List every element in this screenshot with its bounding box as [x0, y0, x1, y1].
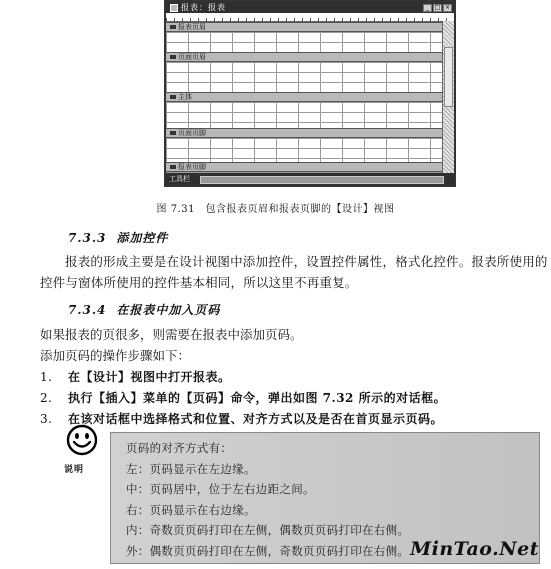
paragraph-text: 报表的形成主要是在设计视图中添加控件，设置控件属性，格式化控件。报表所使用的控件与窗体所使用的控件基本相同，所以这里不再重复。 — [40, 254, 548, 290]
status-text: 工具栏 — [169, 175, 190, 183]
note-line: 内：奇数页页码打印在左侧，偶数页页码打印在右侧。 — [126, 523, 410, 537]
section-number: 7.3.4 — [68, 303, 107, 317]
band-marker-icon — [170, 25, 176, 29]
step-number: 2. — [40, 391, 53, 405]
minimize-button[interactable]: _ — [423, 4, 432, 12]
band-label: 主体 — [178, 93, 192, 101]
step-number: 3. — [40, 412, 53, 426]
section-title: 在报表中加入页码 — [116, 303, 221, 317]
section-heading-7-3-3 — [68, 229, 168, 246]
note-line: 中：页码居中，位于左右边距之间。 — [126, 482, 315, 496]
step-item — [40, 389, 446, 406]
step-text: 在【设计】视图中打开报表。 — [68, 370, 231, 384]
band-report-footer[interactable] — [166, 162, 443, 172]
detail-area[interactable] — [166, 102, 443, 128]
note-line: 页码的对齐方式有： — [126, 441, 233, 455]
section-heading-7-3-4 — [68, 301, 220, 318]
step-item — [40, 410, 443, 427]
note-line: 左：页码显示在左边缘。 — [126, 461, 256, 476]
band-report-header[interactable] — [166, 22, 443, 32]
maximize-button[interactable]: □ — [434, 3, 441, 11]
band-page-header[interactable] — [166, 52, 443, 62]
band-marker-icon — [170, 131, 176, 135]
section-number: 7.3.3 — [68, 231, 107, 245]
page-header-area[interactable] — [166, 62, 443, 92]
note-line: 外：偶数页页码打印在左侧，奇数页页码打印在右侧。 — [126, 543, 410, 558]
band-detail[interactable] — [166, 92, 443, 102]
band-marker-icon — [170, 165, 176, 169]
report-sections — [166, 21, 443, 173]
band-page-footer[interactable] — [166, 128, 443, 138]
page-footer-area[interactable] — [166, 138, 443, 162]
section-paragraph — [40, 251, 550, 293]
smiley-icon — [66, 424, 98, 456]
step-text: 执行【插入】菜单的【页码】命令，弹出如图 7.32 所示的对话框。 — [68, 391, 447, 405]
band-label: 页面页眉 — [178, 53, 206, 61]
figure-caption: 图 7.31 包含报表页眉和报表页脚的【设计】视图 — [156, 204, 395, 215]
report-header-area[interactable] — [166, 32, 443, 52]
close-button[interactable]: × — [444, 3, 451, 11]
step-text: 在该对话框中选择格式和位置、对齐方式以及是否在首页显示页码。 — [68, 412, 444, 426]
intro-line-2: 添加页码的操作步骤如下： — [40, 348, 191, 363]
section-title: 添加控件 — [116, 231, 169, 245]
band-label: 报表页脚 — [178, 163, 206, 171]
note-line: 右：页码显示在右边缘。 — [126, 502, 256, 517]
report-design-window — [164, 0, 456, 187]
vertical-scrollbar[interactable] — [442, 21, 454, 173]
band-label: 报表页眉 — [178, 23, 206, 31]
scroll-thumb[interactable] — [444, 47, 453, 107]
intro-line-1: 如果报表的页很多，则需要在报表中添加页码。 — [40, 327, 303, 342]
step-number: 1. — [40, 370, 53, 384]
step-item — [40, 368, 231, 385]
window-title: 报表：报表 — [181, 3, 226, 12]
window-titlebar — [166, 2, 454, 13]
horizontal-scrollbar[interactable] — [200, 176, 444, 184]
note-label: 说明 — [64, 465, 85, 475]
band-label: 页面页脚 — [178, 129, 206, 137]
report-icon — [170, 4, 178, 12]
band-marker-icon — [170, 95, 176, 99]
status-bar — [166, 173, 454, 185]
watermark: MinTao.Net — [410, 538, 539, 560]
band-marker-icon — [170, 55, 176, 59]
